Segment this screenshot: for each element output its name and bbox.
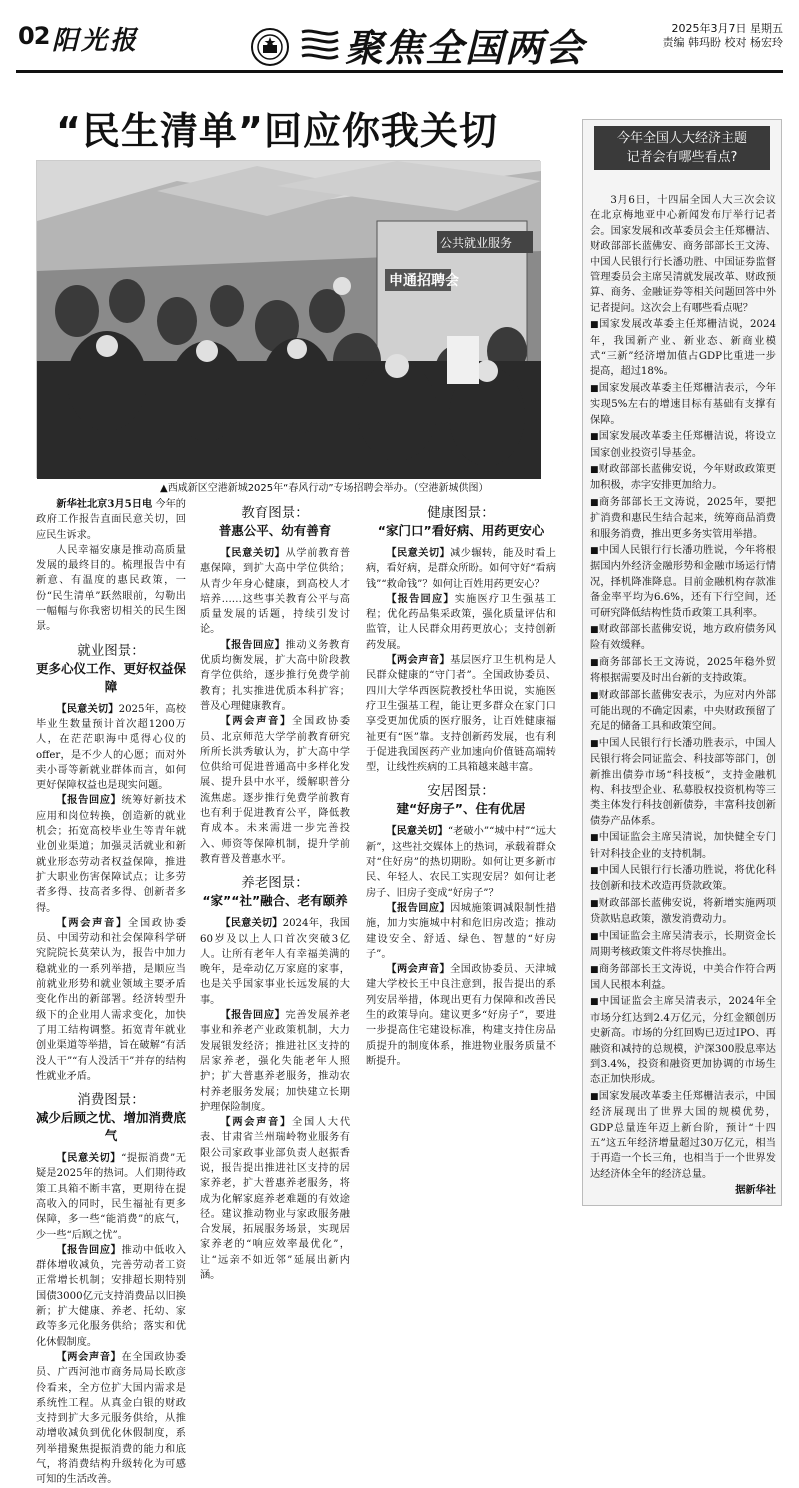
paragraph-text: 完善发展养老事业和养老产业政策机制，大力发展银发经济；推进社区支持的居家养老，强化失能老年人照护；扩大普惠养老服务，推动农村养老服务发展；加快建立长期护理保险制度。 [200,1010,351,1113]
article-headline: “民生清单”回应你我关切 [56,109,498,153]
flag-ribbon-icon [300,28,340,64]
paragraph-text: 基层医疗卫生机构是人民群众健康的“守门者”。全国政协委员、四川大学华西医院教授杜华田说，实施医疗卫生强基工程，能让更多群众在家门口享受更加优质的医疗服务，让百姓健康福祉更有“医”靠。支持创新药发展，也有利于促进我国医药产业加速向价值链高端转型，让线性疾病的工具箱越来越丰富。 [366,655,557,774]
sidebar-point: ■国家发展改革委主任郑栅洁表示，中国经济展现出了世界大国的规模优势，GDP总量连年迈上新台阶，预计“十四五”这五年经济增量超过30万亿元，相当于再造一个长三角，也相当于一个世界发达经济体全年的经济总量。 [590,1090,776,1180]
sidebar-point: ■财政部部长蓝佛安说，地方政府债务风险有效缓释。 [590,623,776,652]
paragraph-tag: 【民意关切】 [220,917,283,930]
paragraph-tag: 【两会声音】 [220,1116,293,1129]
article-photo [36,160,540,478]
paragraph-tag: 【两会声音】 [386,654,451,667]
sidebar-point: ■中国证监会主席吴清说，加快健全专门针对科技企业的支持机制。 [590,832,776,860]
square-bullet-icon: ■ [590,690,599,701]
sidebar-point: ■商务部部长王文涛说，2025年稳外贸将根据需要及时出台新的支持政策。 [590,656,776,685]
section-subtitle: 建“好房子”、住有优居 [396,801,526,817]
photo-sign-text: 申通招聘会 [389,273,459,289]
lead-text: 今年的政府工作报告直面民意关切，回应民生诉求。 [36,499,186,541]
section-title: 养老图景： [241,875,309,892]
section-title: 就业图景： [77,642,145,659]
sidebar-point: ■中国人民银行行长潘功胜说，今年将根据国内外经济金融形势和金融市场运行情况，择机降准降息。目前金融机构存款准备金率平均为6.6%，还有下行空间，还可研究降低结构性货币政策工具利率。 [590,544,776,619]
masthead-rule [16,70,783,73]
sidebar-point: ■中国证监会主席吴清表示，2024年全市场分红达到2.4万亿元，分红金额创历史新高。市场的分红回购已迈过IPO、再融资和减持的总规模，沪深300股息率达到3.4%，投资和融资更加协调的市场生态正加快形成。 [590,996,776,1086]
issue-info [663,22,784,50]
square-bullet-icon: ■ [590,898,599,909]
national-emblem-icon [250,27,290,67]
job-fair-crowd-image [37,161,541,479]
square-bullet-icon: ■ [590,545,599,556]
square-bullet-icon: ■ [590,964,599,975]
square-bullet-icon: ■ [590,657,600,668]
sidebar-title [594,126,770,170]
page-number: 02 [18,22,50,50]
paragraph-text: “老破小”“城中村”“远大新”，这些社交媒体上的热词，承载着群众对“住好房”的热切期盼。如何让更多新市民、年轻人、农民工实现安居？如何让老房子、旧房子变成“好房子”？ [366,826,557,899]
square-bullet-icon: ■ [590,738,599,749]
square-bullet-icon: ■ [590,1091,599,1102]
square-bullet-icon: ■ [590,432,599,443]
issue-date: 2025年3月7日 星期五 [671,22,783,35]
section-title: 教育图景： [241,505,309,521]
section-subtitle: 更多心仪工作、更好权益保障 [36,660,187,694]
paragraph-text: 在全国政协委员、广西河池市商务局局长欧彦伶看来，全方位扩大国内需求是系统性工程。从真金白银的财政支持到扩大多元服务供给，从推动增收减负到优化休假制度，系列举措聚焦提振消费的能力和底气，将消费结构升级转化为可感可知的生活改善。 [36,1351,187,1486]
square-bullet-icon: ■ [590,383,599,394]
paragraph-text: 全国政协委员、中国劳动和社会保障科学研究院院长莫荣认为，报告中加力稳就业的一系列举措，是顺应当前就业形势和就业领域主要矛盾变化作出的新部署。经济转型升级下的企业用人需求变化，加快了用工结构调整。拓宽青年就业创业渠道等举措，旨在破解“有活没人干”“有人没活干”并存的结构性就业矛盾。 [36,917,187,1082]
sidebar-point: ■财政部部长蓝佛安说，今年财政政策更加积极，赤字安排更加给力。 [590,463,776,492]
square-bullet-icon: ■ [590,464,599,475]
sidebar-source: 据新华社 [735,1185,776,1197]
section-title: 安居图景： [427,783,495,800]
paragraph-text: 推动义务教育优质均衡发展，扩大高中阶段教育学位供给，逐步推行免费学前教育；扎实推进优质本科扩容；普及心理健康教育。 [200,639,351,712]
section-heading [36,642,186,696]
page-editors: 责编 韩玛盼 校对 杨宏玲 [662,36,783,49]
sidebar-title-line-2: 记者会有哪些看点? [626,150,738,165]
sidebar-point: ■国家发展改革委主任郑栅洁说，将设立国家创业投资引导基金。 [590,431,776,459]
section-heading [36,1091,186,1145]
intro-paragraph: 人民幸福安康是推动高质量发展的最终目的。梳理报告中有新意、有温度的惠民政策，一份“民生清单”跃然眼前，勾勒出一幅幅与你我密切相关的民生图景。 [36,544,186,633]
paragraph-tag: 【民意关切】 [220,547,286,559]
paragraph-text: 全国政协委员、天津城建大学校长王中良注意到，报告提出的系列安居举措，体现出更有力保障和改善民生的政策导向。建议更多“好房子”，要进一步提高住宅建设标准，构建支持住房品质提升的制度体系，推进物业服务质量不断提升。 [366,964,557,1067]
sidebar-intro: 3月6日，十四届全国人大三次会议在北京梅地亚中心新闻发布厅举行记者会。国家发展和改革委员会主任郑栅洁、财政部部长蓝佛安、商务部部长王文涛、中国人民银行行长潘功胜、中国证券监督管理委员会主席吴清就发展改革、财政预算、商务、金融证券等相关问题回答中外记者提问。这次会上有哪些看点呢？ [590,195,776,314]
paragraph-tag: 【民意关切】 [386,547,451,559]
article-column-1 [36,497,186,1488]
square-bullet-icon: ■ [590,997,600,1008]
sidebar-point: ■国家发展改革委主任郑栅洁表示，今年实现5%左右的增速目标有基础有支撑有保障。 [590,382,776,426]
paragraph-tag: 【民意关切】 [56,702,119,715]
paragraph-text: 实施医疗卫生强基工程；优化药品集采政策，强化质量评估和监管，让人民群众用药更放心；支持创新药发展。 [366,593,557,651]
square-bullet-icon: ■ [590,833,599,844]
section-heading [200,874,350,910]
paragraph-tag: 【民意关切】 [386,825,448,838]
sidebar-point: ■中国证监会主席吴清表示，长期资金长周期考核政策文件将尽快推出。 [590,930,776,959]
paragraph-tag: 【报告回应】 [56,794,122,807]
paragraph-text: 统筹好新技术应用和岗位转换，创造新的就业机会；拓宽高校毕业生等青年就业创业渠道；加强灵活就业和新就业形态劳动者权益保障，推进扩大职业伤害保障试点；让多劳者多得、技高者多得、创新者多得。 [36,795,187,914]
square-bullet-icon: ■ [590,866,599,877]
sidebar-point: ■商务部部长王文涛说，2025年，要把扩消费和惠民生结合起来，统筹商品消费和服务消费，推出更多务实管用举措。 [590,496,776,540]
paragraph-tag: 【报告回应】 [220,1009,286,1022]
section-heading [366,782,556,818]
paragraph-text: 从学前教育普惠保障，到扩大高中学位供给；从青少年身心健康，到高校人才培养……这些事关教育公平与高质量发展的话题，持续引发讨论。 [200,548,351,636]
article-column-2 [200,497,350,1283]
paragraph-tag: 【报告回应】 [56,1243,122,1256]
section-subtitle: 普惠公平、幼有善育 [218,523,332,538]
paragraph-text: 全国人大代表、甘肃省兰州瑞岭物业服务有限公司家政事业部负责人赵振香说，报告提出推进社区支持的居家养老，扩大普惠养老服务，将成为化解家庭养老难题的有效途径。建议推动物业与家政服务融合发展，拓展服务场景，实现居家养老的“响应效率最优化”，让“远亲不如近邻”延展出新内涵。 [200,1117,351,1282]
sidebar-title-line-1: 今年全国人大经济主题 [616,131,747,146]
photo-caption: ▲西咸新区空港新城2025年“春风行动”专场招聘会举办。（空港新城供图） [160,483,489,494]
paragraph-tag: 【报告回应】 [386,592,455,605]
paragraph-text: 推动中低收入群体增收减负，完善劳动者工资正常增长机制；安排超长期特别国债3000亿元支持消费品以旧换新；扩大健康、养老、托幼、家政等多元化服务供给；落实和优化休假制度。 [36,1244,187,1348]
square-bullet-icon: ■ [590,931,599,942]
special-section-banner: 聚焦全国两会 [345,25,586,70]
photo-banner-text: 公共就业服务 [440,236,513,250]
section-heading [200,504,350,540]
sidebar-point: ■财政部部长蓝佛安表示，为应对内外部可能出现的不确定因素，中央财政预留了充足的储备工具和政策空间。 [590,689,776,733]
paragraph-text: 全国政协委员、北京师范大学学前教育研究所所长洪秀敏认为，扩大高中学位供给可促进普通高中多样化发展、提升县中水平，缓解职普分流焦虑。逐步推行免费学前教育也有利于促进教育公平，降低教育成本。未来需进一步完善投入、师资等保障机制，提升学前教育普及普惠水平。 [200,716,351,865]
paragraph-tag: 【报告回应】 [386,901,451,914]
paper-name: 阳光报 [52,26,140,56]
lead-dateline: 新华社北京3月5日电 [56,498,153,510]
paragraph-text: “提振消费”无疑是2025年的热词。人们期待政策工具箱不断丰富，更期待在提高收入的同时，民生福祉有更多保障，多一些“能消费”的底气，少一些“后顾之忧”。 [36,1153,186,1241]
paragraph-tag: 【两会声音】 [56,916,129,929]
section-subtitle: “家”“社”融合、老有颐养 [202,893,348,909]
paragraph-text: 2025年，高校毕业生数量预计首次超1200万人，在茫茫职海中觅得心仪的offer，是不少人的心愿；而对外卖小哥等新就业群体而言，如何更好保障权益也是现实问题。 [36,703,186,792]
paragraph-tag: 【两会声音】 [220,715,293,728]
paragraph-text: 因城施策调减限制性措施，加力实施城中村和危旧房改造；推动建设安全、舒适、绿色、智慧的“好房子”。 [366,902,557,960]
sidebar-point: ■财政部部长蓝佛安说，将新增实施两项贷款贴息政策，激发消费动力。 [590,897,776,926]
sidebar-point: ■中国人民银行行长潘功胜说，将优化科技创新和技术改造再贷款政策。 [590,865,776,893]
square-bullet-icon: ■ [590,624,599,635]
section-subtitle: “家门口”看好病、用药更安心 [377,523,545,538]
section-title: 健康图景： [427,505,495,521]
paragraph-tag: 【民意关切】 [56,1152,122,1165]
paragraph-tag: 【两会声音】 [386,963,451,976]
section-heading [366,504,556,540]
paragraph-text: 2024年，我国60岁及以上人口首次突破3亿人。让所有老年人有幸福美满的晚年，是牵动亿万家庭的家事，也是关乎国家事业长远发展的大事。 [200,918,350,1006]
square-bullet-icon: ■ [590,320,600,331]
sidebar-point: ■中国人民银行行长潘功胜表示，中国人民银行将会同证监会、科技部等部门，创新推出债券市场“科技板”，支持金融机构、科技型企业、私募股权投资机构等三类主体发行科技创新债券，丰富科技创新债券产品体系。 [590,737,776,827]
paragraph-tag: 【两会声音】 [56,1350,122,1363]
sidebar-point: ■商务部部长王文涛说，中美合作符合两国人民根本利益。 [590,963,776,991]
sidebar-point: ■国家发展改革委主任郑栅洁说，2024年，我国新产业、新业态、新商业模式“三新”经济增加值占GDP比重进一步提高，超过18%。 [590,319,776,378]
paragraph-text: 减少辗转，能及时看上病，看好病，是群众所盼。如何守好“看病钱”“救命钱”？如何让百姓用药更安心？ [366,548,557,590]
paragraph-tag: 【报告回应】 [220,638,286,651]
section-title: 消费图景： [77,1092,145,1109]
sidebar-body [590,193,776,1199]
article-column-3 [366,497,556,1069]
square-bullet-icon: ■ [590,497,600,508]
section-subtitle: 减少后顾之忧、增加消费底气 [36,1110,187,1144]
